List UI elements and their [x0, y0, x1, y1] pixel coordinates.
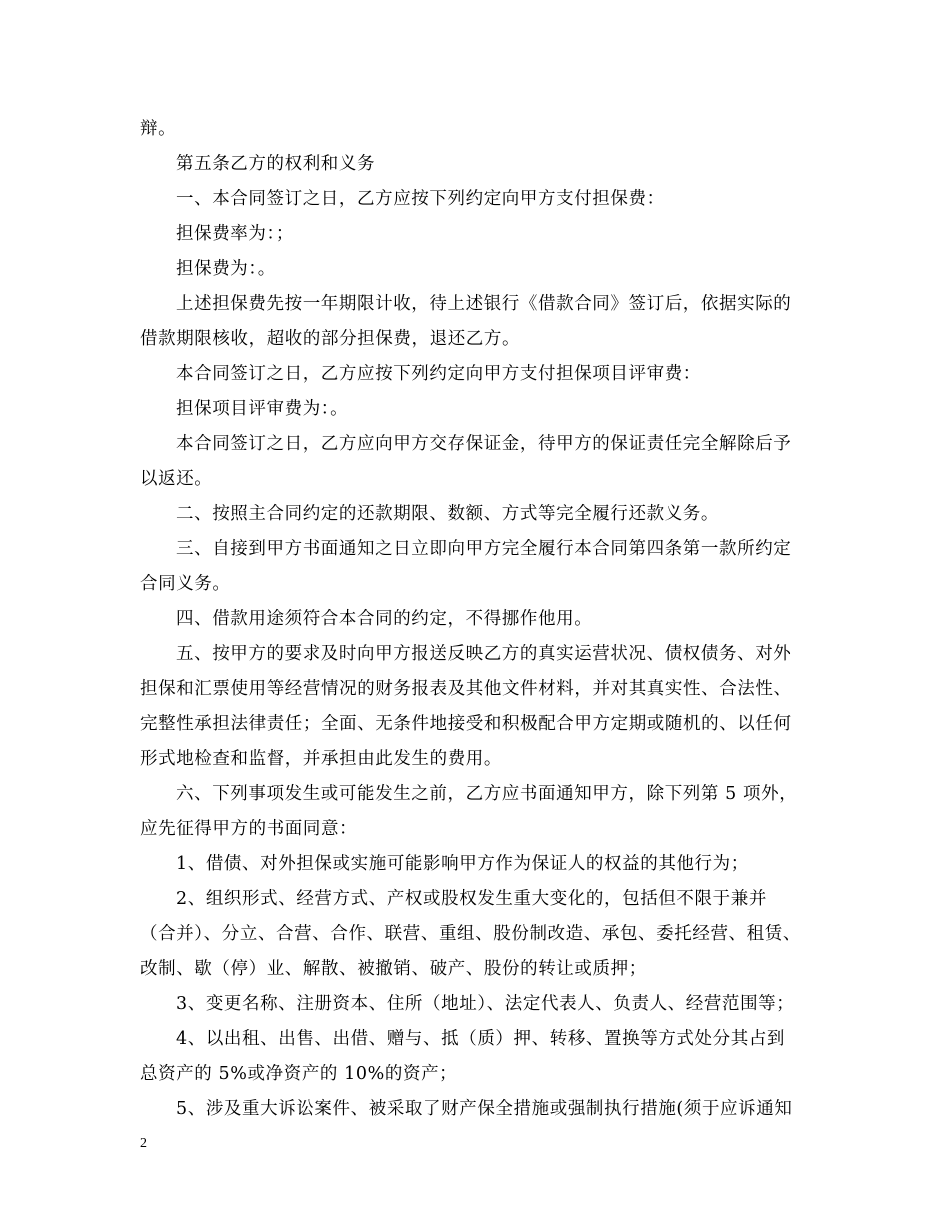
text-line: 四、借款用途须符合本合同的约定，不得挪作他用。	[176, 609, 593, 629]
page-number: 2	[140, 1136, 147, 1151]
text-line: 4、以出租、出售、出借、赠与、抵（质）押、转移、置换等方式处分其占到	[176, 1029, 786, 1049]
text-line: 本合同签订之日，乙方应按下列约定向甲方支付担保项目评审费：	[176, 364, 701, 384]
text-line: 2、组织形式、经营方式、产权或股权发生重大变化的，包括但不限于兼并	[176, 889, 767, 909]
text-line: 以返还。	[140, 469, 213, 489]
text-line: 本合同签订之日，乙方应向甲方交存保证金，待甲方的保证责任完全解除后予	[176, 434, 792, 454]
text-line: 3、变更名称、注册资本、住所（地址）、法定代表人、负责人、经营范围等；	[176, 994, 795, 1014]
text-line: 应先征得甲方的书面同意：	[140, 819, 358, 839]
text-line: 担保项目评审费为：。	[176, 399, 349, 419]
text-line: 担保和汇票使用等经营情况的财务报表及其他文件材料，并对其真实性、合法性、	[140, 679, 792, 699]
text-line: 合同义务。	[140, 574, 231, 594]
text-line: 辩。	[140, 119, 177, 139]
text-line: 五、按甲方的要求及时向甲方报送反映乙方的真实运营状况、债权债务、对外	[176, 644, 792, 664]
text-line: 1、借债、对外担保或实施可能影响甲方作为保证人的权益的其他行为；	[176, 854, 749, 874]
text-line: 上述担保费先按一年期限计收，待上述银行《借款合同》签订后，依据实际的	[176, 294, 792, 314]
text-line: 担保费率为：；	[176, 224, 294, 244]
text-line: 六、下列事项发生或可能发生之前，乙方应书面通知甲方，除下列第 5 项外，	[176, 784, 798, 804]
text-line: （合并）、分立、合营、合作、联营、重组、股份制改造、承包、委托经营、租赁、	[140, 924, 801, 944]
section-heading: 第五条乙方的权利和义务	[176, 154, 376, 174]
text-line: 总资产的 5%或净资产的 10%的资产；	[140, 1064, 458, 1084]
text-line: 形式地检查和监督，并承担由此发生的费用。	[140, 749, 502, 769]
text-line: 改制、歇（停）业、解散、被撤销、破产、股份的转让或质押；	[140, 959, 647, 979]
text-line: 5、涉及重大诉讼案件、被采取了财产保全措施或强制执行措施(须于应诉通知	[176, 1099, 793, 1119]
text-line: 借款期限核收，超收的部分担保费，退还乙方。	[140, 329, 521, 349]
text-line: 一、本合同签订之日，乙方应按下列约定向甲方支付担保费：	[176, 189, 665, 209]
text-line: 二、按照主合同约定的还款期限、数额、方式等完全履行还款义务。	[176, 504, 719, 524]
text-line: 担保费为：。	[176, 259, 276, 279]
text-line: 完整性承担法律责任；全面、无条件地接受和积极配合甲方定期或随机的、以任何	[140, 714, 792, 734]
text-line: 三、自接到甲方书面通知之日立即向甲方完全履行本合同第四条第一款所约定	[176, 539, 792, 559]
